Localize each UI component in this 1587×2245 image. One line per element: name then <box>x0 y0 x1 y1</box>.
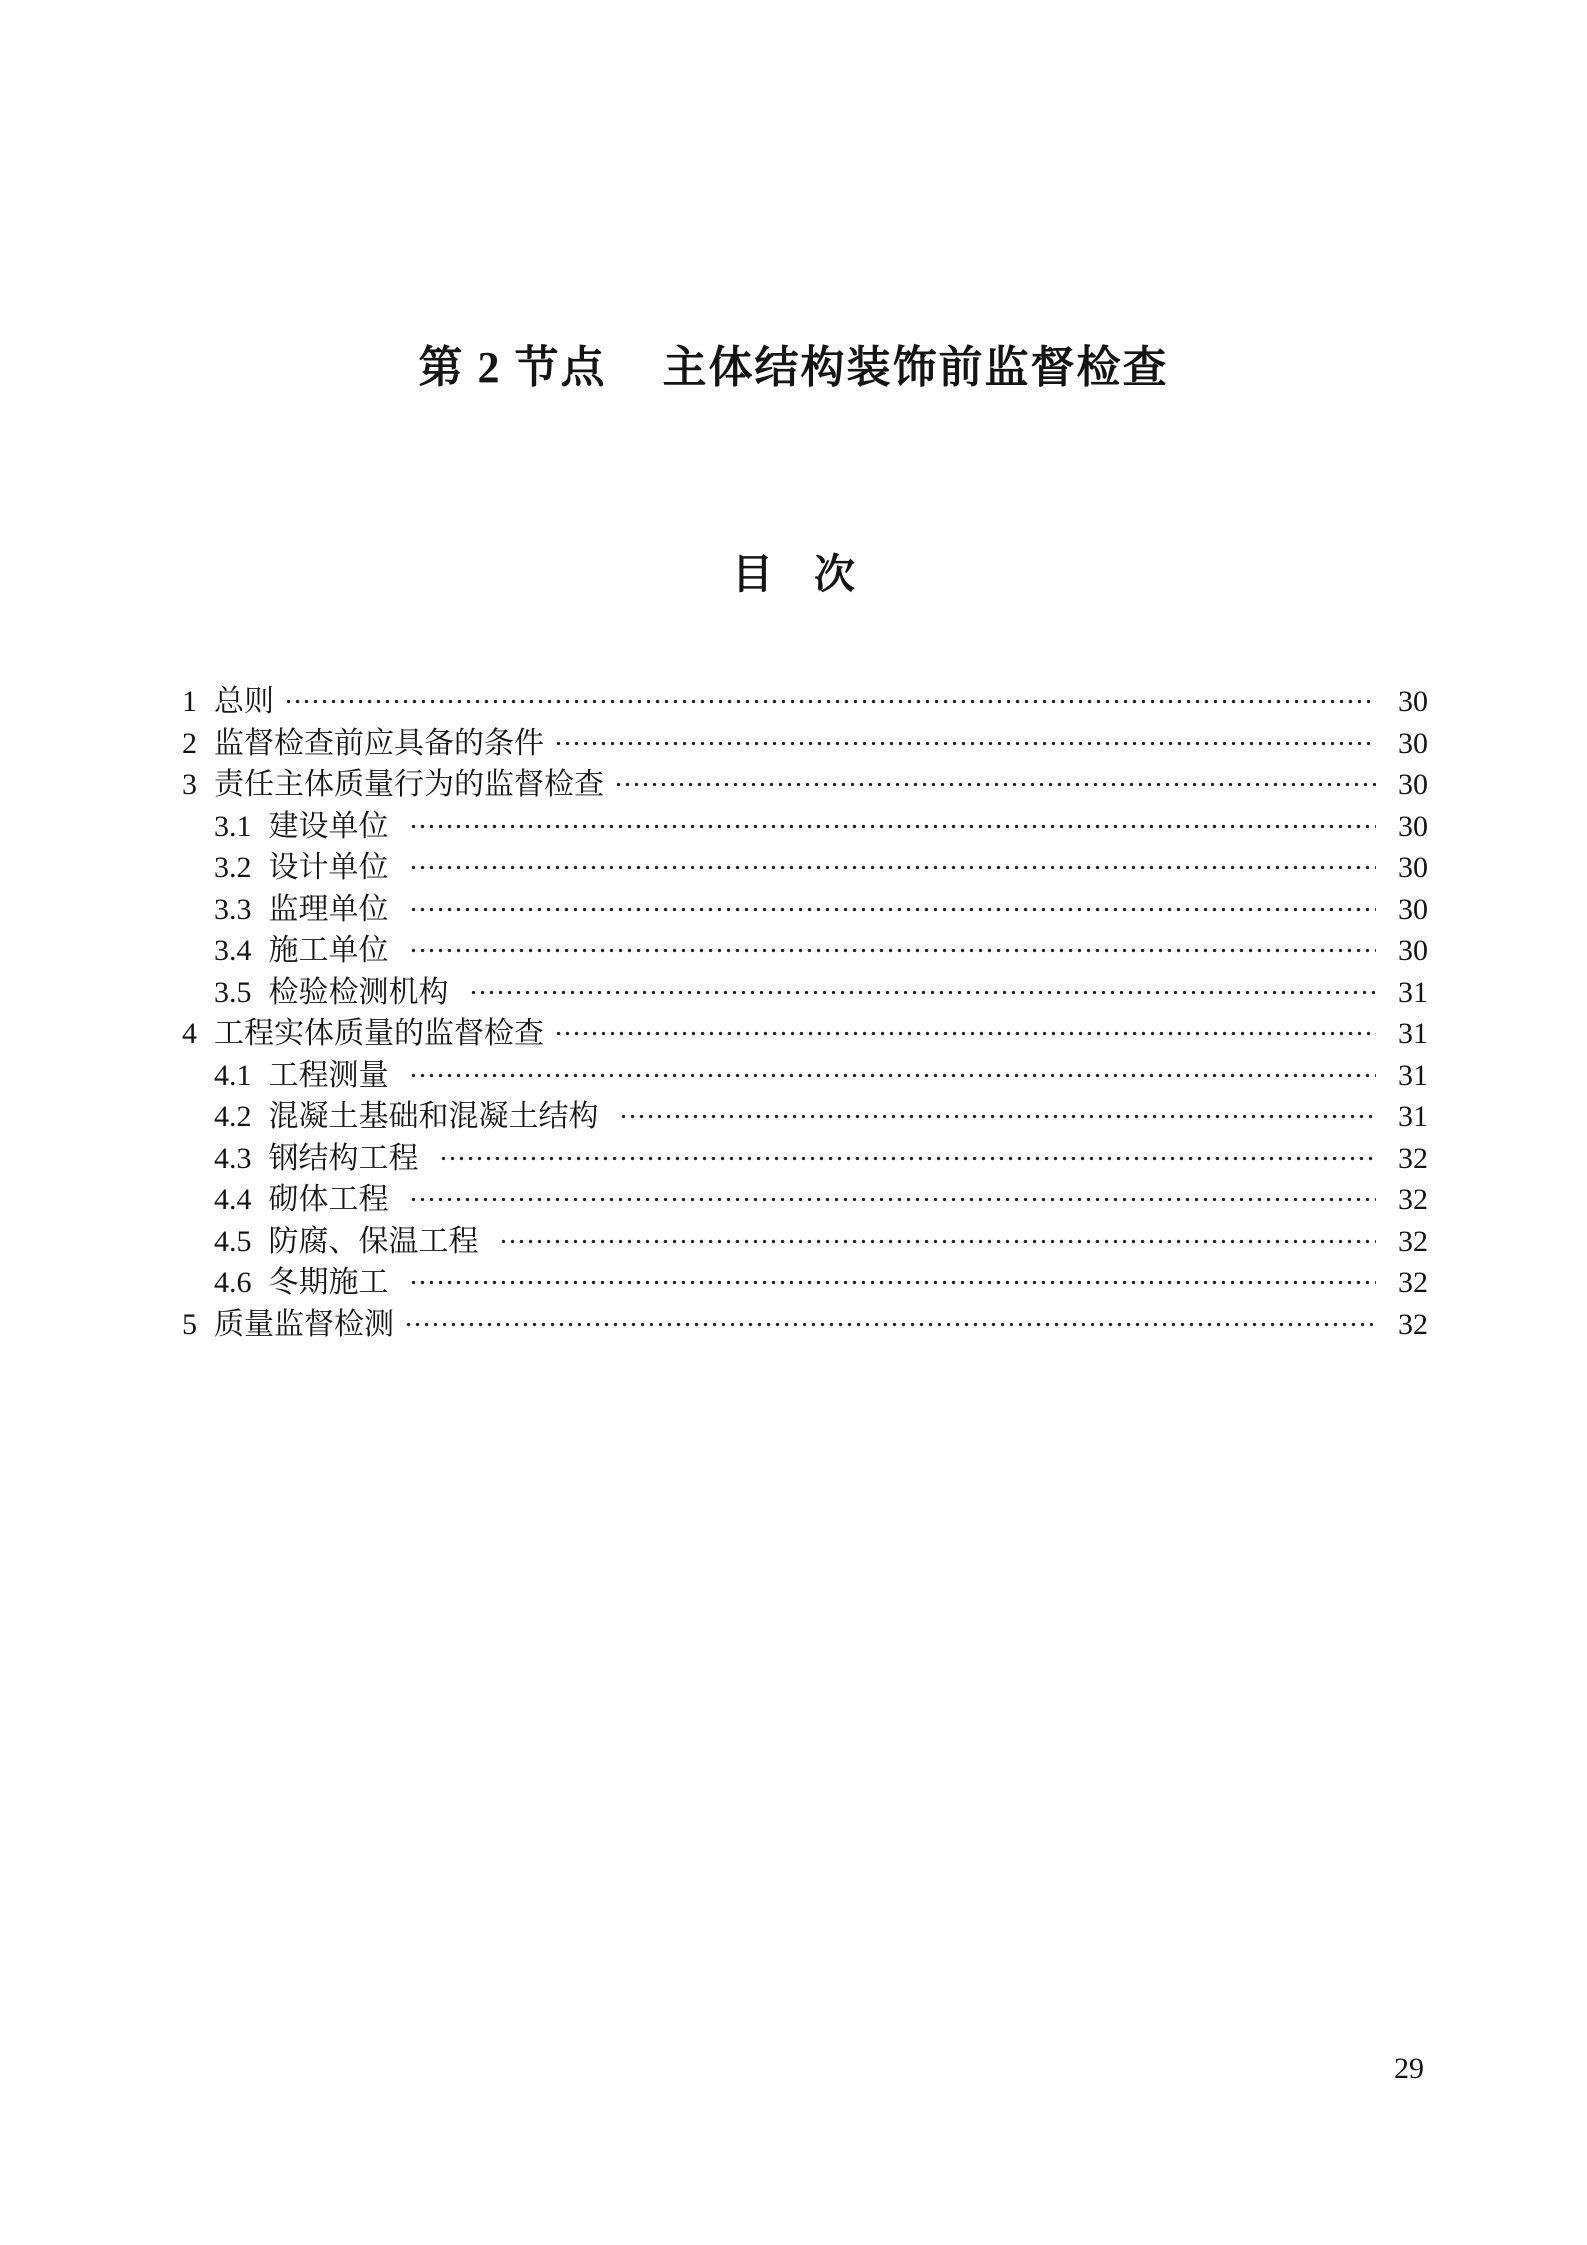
document-title-text: 主体结构装饰前监督检查 <box>662 343 1169 392</box>
toc-entry-number: 4.3 <box>214 1141 252 1175</box>
dotted-leader <box>282 681 1376 723</box>
toc-entry-label: 施工单位 <box>268 934 389 967</box>
toc-entry-label: 工程实体质量的监督检查 <box>214 1017 544 1050</box>
dotted-leader <box>617 1096 1377 1138</box>
toc-entry <box>182 847 1428 889</box>
toc-entry-label: 钢结构工程 <box>268 1141 419 1175</box>
toc-entry-number: 3 <box>182 768 197 801</box>
toc-entry <box>182 1055 1428 1097</box>
toc-entry-label: 责任主体质量行为的监督检查 <box>214 768 604 801</box>
toc-entry-number: 4.5 <box>214 1224 252 1258</box>
toc-entry-number: 4 <box>182 1017 197 1050</box>
toc-entry-label: 总则 <box>214 685 274 718</box>
toc-entry <box>182 723 1428 765</box>
toc-entry-number: 4.2 <box>214 1100 252 1133</box>
toc-entry-label: 质量监督检测 <box>214 1307 394 1341</box>
toc-entry-number: 3.1 <box>214 809 252 843</box>
toc-entry-page: 30 <box>1398 851 1428 884</box>
toc-entry <box>182 764 1428 806</box>
toc-entry-label: 检验检测机构 <box>268 975 449 1009</box>
toc-entry-page: 31 <box>1398 975 1428 1009</box>
dotted-leader <box>552 1013 1376 1055</box>
toc-entry-label: 混凝土基础和混凝土结构 <box>268 1100 599 1133</box>
dotted-leader <box>437 1138 1377 1180</box>
toc-entry-page: 30 <box>1398 685 1428 718</box>
toc-entry-label: 砌体工程 <box>268 1183 389 1216</box>
toc-entry-number: 3.4 <box>214 934 252 967</box>
toc-entry-label: 工程测量 <box>268 1058 389 1092</box>
toc-entry-number: 1 <box>182 685 197 718</box>
dotted-leader <box>402 1304 1376 1346</box>
toc-entry-page: 32 <box>1398 1307 1428 1341</box>
toc-entry-number: 3.3 <box>214 892 252 926</box>
dotted-leader <box>407 806 1377 848</box>
dotted-leader <box>407 889 1377 931</box>
toc-entry-label: 监理单位 <box>268 892 389 926</box>
toc-entry <box>182 930 1428 972</box>
toc-entry-number: 2 <box>182 726 197 760</box>
toc-entry-page: 31 <box>1398 1058 1428 1092</box>
dotted-leader <box>552 723 1376 765</box>
toc-entry <box>182 1262 1428 1304</box>
toc-entry <box>182 889 1428 931</box>
toc-entry-page: 30 <box>1398 809 1428 843</box>
document-title-section: 第 2 节点 <box>418 343 607 392</box>
toc-entry-page: 31 <box>1398 1017 1428 1050</box>
dotted-leader <box>467 972 1377 1014</box>
toc-entry-page: 32 <box>1398 1224 1428 1258</box>
toc-entry-number: 4.6 <box>214 1266 252 1299</box>
dotted-leader <box>407 1055 1377 1097</box>
toc-entry-number: 4.1 <box>214 1058 252 1092</box>
toc-entry-number: 3.5 <box>214 975 252 1009</box>
document-title <box>0 342 1587 394</box>
toc-entry-page: 30 <box>1398 726 1428 760</box>
toc-entry <box>182 681 1428 723</box>
toc-entry-label: 防腐、保温工程 <box>268 1224 479 1258</box>
dotted-leader <box>407 1179 1377 1221</box>
toc-entry <box>182 1304 1428 1346</box>
toc-entry-label: 监督检查前应具备的条件 <box>214 726 544 760</box>
toc-entry-page: 31 <box>1398 1100 1428 1133</box>
toc-entry-page: 30 <box>1398 934 1428 967</box>
dotted-leader <box>497 1221 1377 1263</box>
toc-entry <box>182 1096 1428 1138</box>
toc-entry <box>182 972 1428 1014</box>
toc-entry-page: 32 <box>1398 1183 1428 1216</box>
toc-entry <box>182 1221 1428 1263</box>
toc-entry <box>182 1013 1428 1055</box>
dotted-leader <box>407 930 1377 972</box>
toc-entry-page: 32 <box>1398 1141 1428 1175</box>
toc-entry-number: 4.4 <box>214 1183 252 1216</box>
dotted-leader <box>407 847 1377 889</box>
toc-entry-label: 冬期施工 <box>268 1266 389 1299</box>
dotted-leader <box>407 1262 1377 1304</box>
toc-entry-page: 32 <box>1398 1266 1428 1299</box>
toc-entry-label: 设计单位 <box>268 851 389 884</box>
toc-entry <box>182 806 1428 848</box>
toc-heading: 目 次 <box>732 551 855 597</box>
page-number: 29 <box>1394 2052 1424 2085</box>
toc-list <box>182 681 1428 1345</box>
toc-entry-number: 5 <box>182 1307 197 1341</box>
toc-entry-page: 30 <box>1398 768 1428 801</box>
toc-entry <box>182 1179 1428 1221</box>
toc-entry-label: 建设单位 <box>268 809 389 843</box>
toc-entry-page: 30 <box>1398 892 1428 926</box>
dotted-leader <box>612 764 1376 806</box>
toc-entry-number: 3.2 <box>214 851 252 884</box>
toc-entry <box>182 1138 1428 1180</box>
